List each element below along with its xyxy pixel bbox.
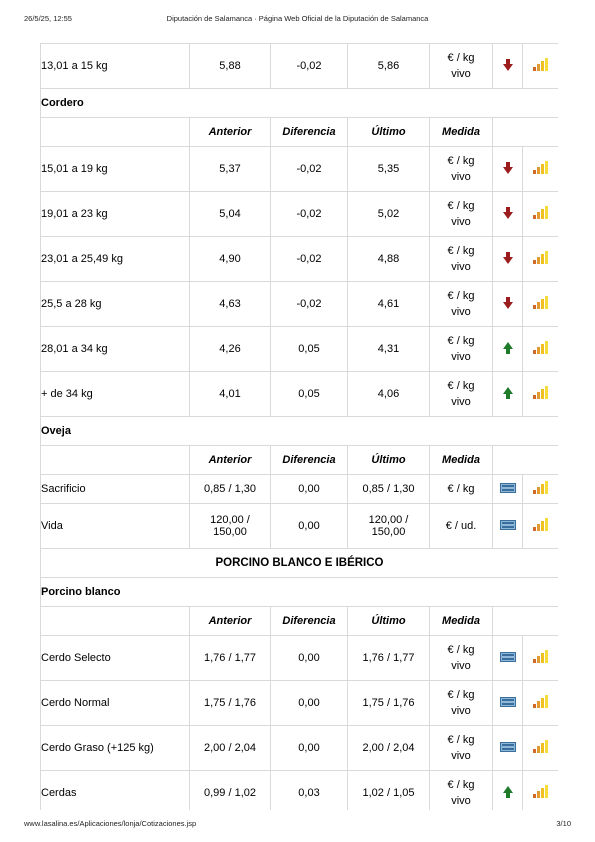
header-medida	[430, 118, 492, 146]
stable-icon	[500, 742, 516, 755]
chart-cell[interactable]	[523, 192, 558, 236]
price-row	[41, 771, 558, 810]
header-anterior	[190, 446, 270, 474]
history-chart-icon[interactable]	[533, 785, 549, 801]
header-ultimo	[348, 118, 429, 146]
price-row	[41, 147, 558, 191]
product-name-text: Vida	[41, 520, 63, 532]
stable-icon	[500, 652, 516, 665]
history-chart-icon[interactable]	[533, 58, 549, 74]
ultimo-value	[348, 726, 429, 770]
column-header-row	[41, 446, 558, 474]
category-title	[41, 549, 558, 577]
product-name-text: 25,5 a 28 kg	[41, 298, 102, 310]
anterior-text: 2,00 / 2,04	[204, 742, 256, 754]
header-anterior-text: Anterior	[208, 454, 252, 466]
medida-value	[430, 372, 492, 416]
header-diferencia-text: Diferencia	[282, 454, 336, 466]
medida-value	[430, 475, 492, 503]
header-medida-text: Medida	[442, 615, 480, 627]
header-anterior	[190, 118, 270, 146]
diferencia-value	[271, 475, 347, 503]
price-table-container	[40, 43, 558, 810]
medida-text: € / kg	[447, 483, 475, 495]
history-chart-icon[interactable]	[533, 386, 549, 402]
header-anterior-text: Anterior	[208, 615, 252, 627]
down-arrow-icon	[503, 252, 513, 267]
chart-cell[interactable]	[523, 237, 558, 281]
ultimo-value	[348, 327, 429, 371]
ultimo-value	[348, 475, 429, 503]
product-name-text: 13,01 a 15 kg	[41, 60, 108, 72]
price-row	[41, 44, 558, 88]
medida-text: € / kg	[447, 245, 475, 257]
medida-value	[430, 726, 492, 770]
ultimo-value	[348, 636, 429, 680]
anterior-value	[190, 147, 270, 191]
header-empty-cell	[41, 607, 189, 635]
header-empty-cell	[41, 118, 189, 146]
header-ultimo-text: Último	[371, 126, 406, 138]
product-name-text: Cerdas	[41, 787, 77, 799]
ultimo-text: 120,00 /	[368, 514, 409, 526]
price-row	[41, 237, 558, 281]
print-page-title: Diputación de Salamanca · Página Web Oficial de la Diputación de Salamanca	[166, 14, 429, 23]
ultimo-text: 0,85 / 1,30	[362, 483, 415, 495]
product-name-text: Cerdo Selecto	[41, 652, 111, 664]
ultimo-text: 1,75 / 1,76	[362, 697, 415, 709]
price-row	[41, 327, 558, 371]
product-name	[41, 681, 189, 725]
medida-text: € / kg	[447, 200, 475, 212]
anterior-value	[190, 372, 270, 416]
diferencia-value	[271, 372, 347, 416]
product-name	[41, 636, 189, 680]
anterior-value	[190, 771, 270, 810]
anterior-value	[190, 282, 270, 326]
medida-text: vivo	[451, 171, 471, 183]
header-diferencia	[271, 446, 347, 474]
section-label-text: Cordero	[41, 97, 84, 109]
chart-cell[interactable]	[523, 636, 558, 680]
product-name	[41, 327, 189, 371]
trend-cell	[493, 237, 522, 281]
ultimo-text: 5,02	[377, 208, 400, 220]
section-row	[41, 89, 558, 117]
medida-text: vivo	[451, 396, 471, 408]
page-number: 3/10	[556, 819, 571, 828]
trend-cell	[493, 44, 522, 88]
medida-value	[430, 327, 492, 371]
header-medida-text: Medida	[442, 454, 480, 466]
anterior-text: 0,99 / 1,02	[204, 787, 256, 799]
anterior-value	[190, 237, 270, 281]
product-name	[41, 504, 189, 548]
header-icons-cell	[493, 446, 558, 474]
trend-cell	[493, 192, 522, 236]
diferencia-text: -0,02	[296, 298, 322, 310]
header-medida-text: Medida	[442, 126, 480, 138]
diferencia-text: 0,05	[298, 343, 320, 355]
medida-value	[430, 771, 492, 810]
medida-text: € / kg	[447, 335, 475, 347]
product-name	[41, 372, 189, 416]
medida-text: € / kg	[447, 779, 475, 791]
chart-cell[interactable]	[523, 504, 558, 548]
price-row	[41, 192, 558, 236]
price-row	[41, 681, 558, 725]
product-name	[41, 282, 189, 326]
anterior-text: 120,00 /	[210, 514, 250, 526]
medida-text: € / ud.	[445, 520, 477, 532]
trend-cell	[493, 327, 522, 371]
medida-text: € / kg	[447, 380, 475, 392]
ultimo-value	[348, 147, 429, 191]
trend-cell	[493, 372, 522, 416]
print-url: www.lasalina.es/Aplicaciones/lonja/Cotizaciones.jsp	[24, 819, 197, 828]
product-name-text: Cerdo Normal	[41, 697, 110, 709]
medida-value	[430, 44, 492, 88]
diferencia-value	[271, 726, 347, 770]
anterior-value	[190, 327, 270, 371]
history-chart-icon[interactable]	[533, 518, 549, 534]
product-name-text: 28,01 a 34 kg	[41, 343, 108, 355]
trend-cell	[493, 282, 522, 326]
diferencia-text: 0,00	[298, 652, 320, 664]
ultimo-text: 1,76 / 1,77	[362, 652, 415, 664]
header-medida	[430, 607, 492, 635]
ultimo-text: 4,61	[377, 298, 400, 310]
chart-cell[interactable]	[523, 372, 558, 416]
down-arrow-icon	[503, 59, 513, 74]
chart-cell[interactable]	[523, 327, 558, 371]
chart-cell[interactable]	[523, 681, 558, 725]
category-title-row	[41, 549, 558, 577]
diferencia-text: 0,05	[298, 388, 320, 400]
price-row	[41, 282, 558, 326]
history-chart-icon[interactable]	[533, 481, 549, 497]
anterior-value	[190, 192, 270, 236]
section-label-text: Oveja	[41, 425, 71, 437]
anterior-text: 5,88	[219, 60, 241, 72]
medida-text: vivo	[451, 261, 471, 273]
medida-text: € / kg	[447, 644, 475, 656]
column-header-row	[41, 118, 558, 146]
medida-text: € / kg	[447, 155, 475, 167]
stable-icon	[500, 697, 516, 710]
chart-cell[interactable]	[523, 475, 558, 503]
diferencia-text: -0,02	[296, 208, 322, 220]
section-row	[41, 578, 558, 606]
product-name	[41, 475, 189, 503]
price-row	[41, 475, 558, 503]
header-anterior-text: Anterior	[208, 126, 252, 138]
medida-value	[430, 504, 492, 548]
product-name	[41, 147, 189, 191]
header-icons-cell	[493, 118, 558, 146]
ultimo-value	[348, 372, 429, 416]
anterior-text: 5,04	[219, 208, 241, 220]
ultimo-value	[348, 192, 429, 236]
diferencia-text: -0,02	[296, 253, 322, 265]
header-ultimo	[348, 607, 429, 635]
section-row	[41, 417, 558, 445]
price-row	[41, 636, 558, 680]
history-chart-icon[interactable]	[533, 161, 549, 177]
medida-text: € / kg	[447, 52, 475, 64]
chart-cell[interactable]	[523, 282, 558, 326]
medida-value	[430, 237, 492, 281]
product-name-text: 23,01 a 25,49 kg	[41, 253, 123, 265]
medida-text: vivo	[451, 306, 471, 318]
stable-icon	[500, 520, 516, 533]
diferencia-value	[271, 771, 347, 810]
ultimo-value	[348, 282, 429, 326]
medida-text: € / kg	[447, 689, 475, 701]
price-row	[41, 504, 558, 548]
chart-cell[interactable]	[523, 771, 558, 810]
ultimo-text: 2,00 / 2,04	[362, 742, 415, 754]
anterior-text: 1,76 / 1,77	[204, 652, 256, 664]
price-row	[41, 372, 558, 416]
down-arrow-icon	[503, 207, 513, 222]
header-diferencia	[271, 607, 347, 635]
product-name	[41, 237, 189, 281]
ultimo-value	[348, 504, 429, 548]
history-chart-icon[interactable]	[533, 206, 549, 222]
anterior-text: 4,63	[219, 298, 241, 310]
trend-cell	[493, 636, 522, 680]
diferencia-text: 0,00	[298, 483, 320, 495]
product-name-text: Cerdo Graso (+125 kg)	[41, 742, 154, 754]
ultimo-text: 150,00	[371, 526, 406, 538]
medida-value	[430, 147, 492, 191]
medida-text: vivo	[451, 750, 471, 762]
diferencia-value	[271, 681, 347, 725]
header-ultimo-text: Último	[371, 615, 406, 627]
diferencia-value	[271, 327, 347, 371]
header-ultimo	[348, 446, 429, 474]
medida-value	[430, 681, 492, 725]
history-chart-icon[interactable]	[533, 296, 549, 312]
medida-text: € / kg	[447, 290, 475, 302]
history-chart-icon[interactable]	[533, 251, 549, 267]
anterior-value	[190, 475, 270, 503]
diferencia-value	[271, 147, 347, 191]
medida-value	[430, 282, 492, 326]
header-medida	[430, 446, 492, 474]
diferencia-text: -0,02	[296, 60, 322, 72]
down-arrow-icon	[503, 162, 513, 177]
ultimo-text: 5,86	[377, 60, 400, 72]
print-header	[24, 14, 571, 26]
section-label	[41, 578, 558, 606]
column-header-row	[41, 607, 558, 635]
up-arrow-icon	[503, 387, 513, 402]
medida-text: vivo	[451, 68, 471, 80]
trend-cell	[493, 681, 522, 725]
ultimo-text: 5,35	[377, 163, 400, 175]
anterior-text: 150,00	[213, 526, 247, 538]
header-anterior	[190, 607, 270, 635]
anterior-text: 4,90	[219, 253, 241, 265]
header-diferencia-text: Diferencia	[282, 615, 336, 627]
chart-cell[interactable]	[523, 44, 558, 88]
diferencia-value	[271, 282, 347, 326]
product-name	[41, 44, 189, 88]
print-datetime: 26/5/25, 12:55	[24, 14, 72, 23]
down-arrow-icon	[503, 297, 513, 312]
up-arrow-icon	[503, 786, 513, 801]
medida-value	[430, 636, 492, 680]
medida-text: vivo	[451, 351, 471, 363]
trend-cell	[493, 504, 522, 548]
section-label	[41, 417, 558, 445]
category-title-text: PORCINO BLANCO E IBÉRICO	[215, 557, 384, 569]
ultimo-value	[348, 237, 429, 281]
diferencia-text: 0,00	[298, 742, 320, 754]
trend-cell	[493, 147, 522, 191]
anterior-value	[190, 636, 270, 680]
diferencia-text: 0,03	[298, 787, 320, 799]
product-name	[41, 771, 189, 810]
product-name-text: 19,01 a 23 kg	[41, 208, 108, 220]
diferencia-value	[271, 44, 347, 88]
anterior-value	[190, 504, 270, 548]
history-chart-icon[interactable]	[533, 740, 549, 756]
diferencia-text: 0,00	[298, 520, 320, 532]
ultimo-text: 1,02 / 1,05	[362, 787, 415, 799]
medida-value	[430, 192, 492, 236]
history-chart-icon[interactable]	[533, 695, 549, 711]
product-name-text: 15,01 a 19 kg	[41, 163, 108, 175]
anterior-value	[190, 681, 270, 725]
print-footer	[24, 819, 571, 831]
anterior-text: 1,75 / 1,76	[204, 697, 256, 709]
stable-icon	[500, 483, 516, 496]
diferencia-value	[271, 237, 347, 281]
trend-cell	[493, 726, 522, 770]
header-diferencia	[271, 118, 347, 146]
trend-cell	[493, 771, 522, 810]
header-empty-cell	[41, 446, 189, 474]
anterior-text: 0,85 / 1,30	[204, 483, 256, 495]
diferencia-value	[271, 636, 347, 680]
diferencia-text: -0,02	[296, 163, 322, 175]
product-name	[41, 726, 189, 770]
anterior-value	[190, 726, 270, 770]
history-chart-icon[interactable]	[533, 341, 549, 357]
chart-cell[interactable]	[523, 147, 558, 191]
price-table	[40, 43, 558, 810]
medida-text: vivo	[451, 660, 471, 672]
anterior-text: 4,01	[219, 388, 241, 400]
diferencia-text: 0,00	[298, 697, 320, 709]
product-name	[41, 192, 189, 236]
anterior-value	[190, 44, 270, 88]
chart-cell[interactable]	[523, 726, 558, 770]
trend-cell	[493, 475, 522, 503]
anterior-text: 5,37	[219, 163, 241, 175]
medida-text: € / kg	[447, 734, 475, 746]
up-arrow-icon	[503, 342, 513, 357]
header-diferencia-text: Diferencia	[282, 126, 336, 138]
medida-text: vivo	[451, 795, 471, 807]
ultimo-value	[348, 771, 429, 810]
section-label	[41, 89, 558, 117]
ultimo-text: 4,31	[377, 343, 400, 355]
anterior-text: 4,26	[219, 343, 241, 355]
header-ultimo-text: Último	[371, 454, 406, 466]
header-icons-cell	[493, 607, 558, 635]
diferencia-value	[271, 504, 347, 548]
ultimo-value	[348, 44, 429, 88]
product-name-text: + de 34 kg	[41, 388, 93, 400]
product-name-text: Sacrificio	[41, 483, 86, 495]
medida-text: vivo	[451, 216, 471, 228]
section-label-text: Porcino blanco	[41, 586, 121, 598]
history-chart-icon[interactable]	[533, 650, 549, 666]
medida-text: vivo	[451, 705, 471, 717]
ultimo-value	[348, 681, 429, 725]
ultimo-text: 4,06	[377, 388, 400, 400]
diferencia-value	[271, 192, 347, 236]
price-row	[41, 726, 558, 770]
ultimo-text: 4,88	[377, 253, 400, 265]
